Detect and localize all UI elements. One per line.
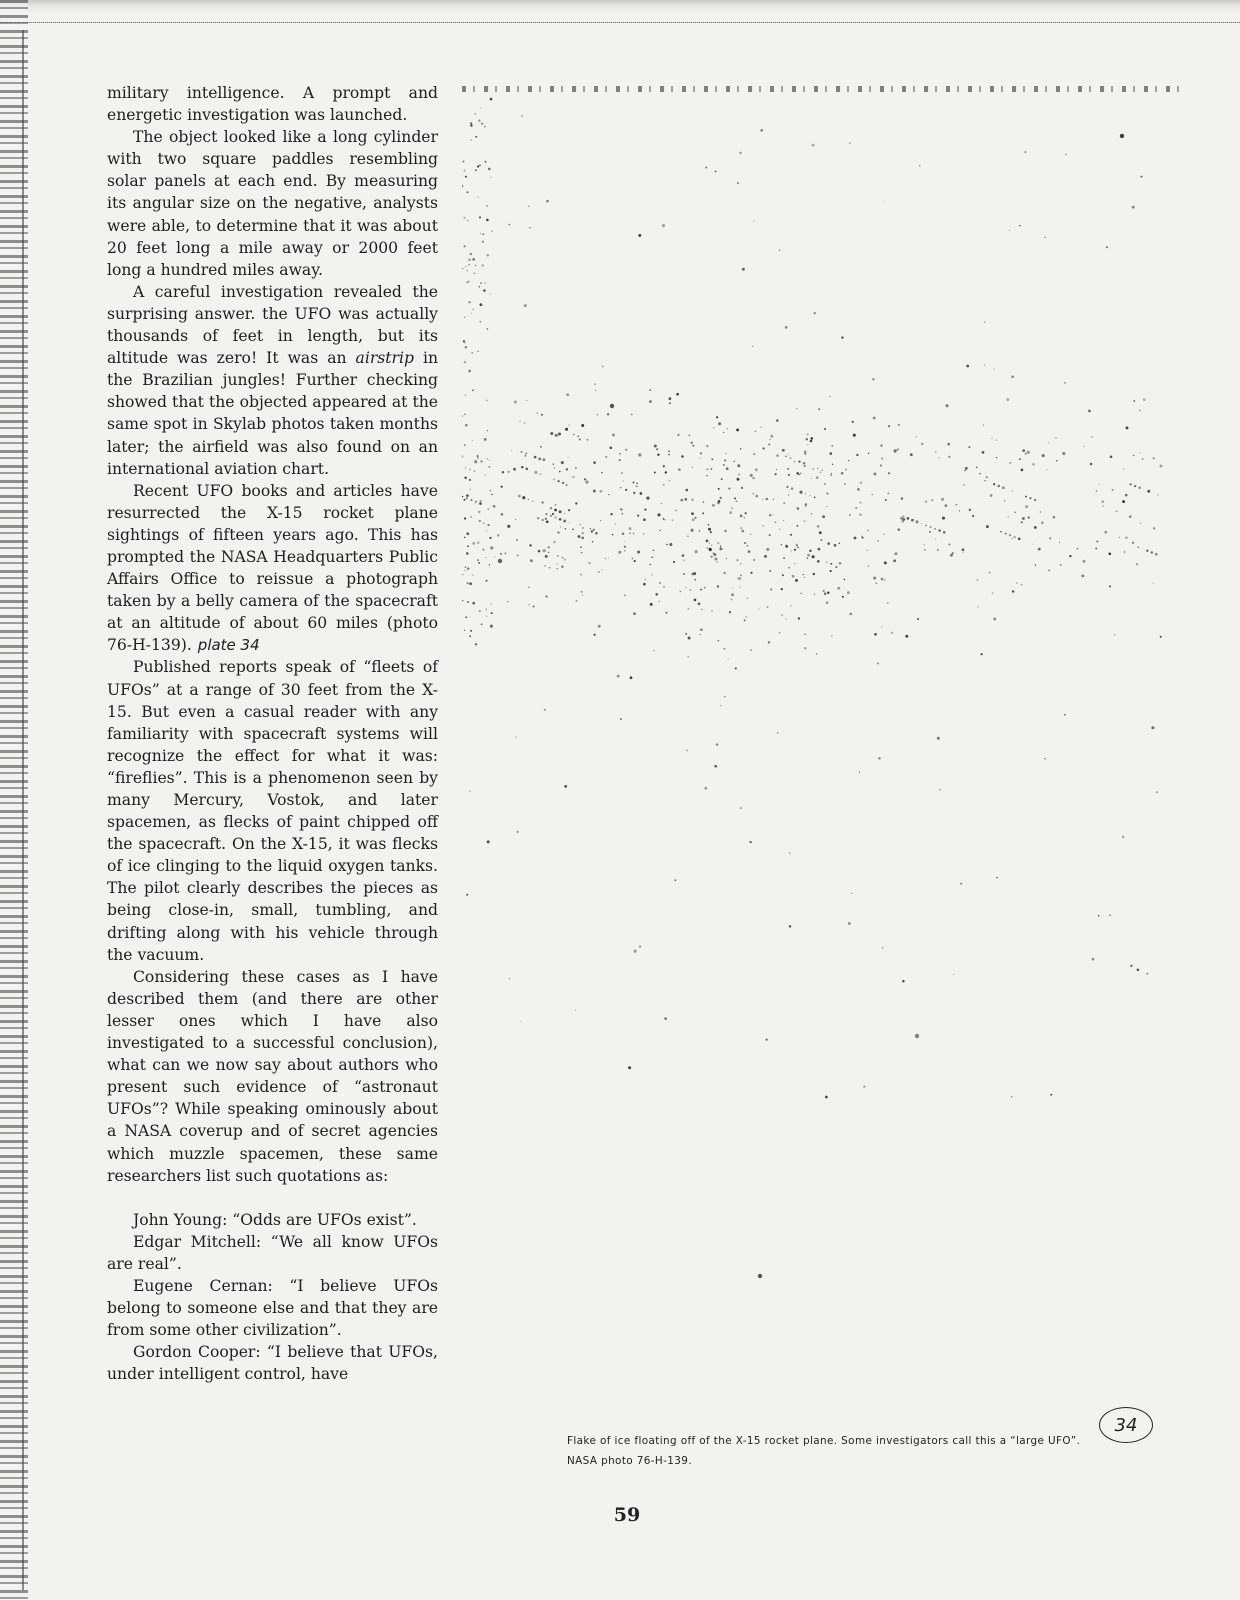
paragraph: military intelligence. A prompt and energetic investigation was launched. <box>107 84 438 125</box>
text-column <box>107 82 438 1385</box>
paragraph: Considering these cases as I have described them (and there are other lesser ones which I have also investigated to a successful conclusion), what can we now say about authors who present such evidence of “astronaut UFOs”? While speaking ominously about a NASA coverup and of secret agencies which muzzle spacemen, these same researchers list such quotations as: <box>107 967 438 1185</box>
paragraph <box>107 480 438 657</box>
paragraph: Published reports speak of “fleets of UFOs” at a range of 30 feet from the X-15. But even a casual reader with any familiarity with spacecraft systems will recognize the effect for what it was: “fireflies”. This is a phenomenon seen by many Mercury, Vostok, and later spacemen, as flecks of paint chipped off the spacecraft. On the X-15, it was flecks of ice clinging to the liquid oxygen tanks. The pilot clearly describes the pieces as being close-in, small, tumbling, and drifting along with his vehicle through the vacuum. <box>107 658 438 964</box>
paragraph-text: in the Brazilian jungles! Further checking showed that the objected appeared at the same spot in Skylab photos taken months later; the airfield was also found on an international aviation chart. <box>107 349 438 478</box>
photo-caption: Flake of ice floating off of the X-15 rocket plane. Some investigators call this a “large UFO”. NASA photo 76-H-139. <box>567 1435 1081 1467</box>
paragraph-text: Recent UFO books and articles have resurrected the X-15 rocket plane sightings of fifteen years ago. This has prompted the NASA Headquarters Public Affairs Office to reissue a photograph taken by a belly camera of the spacecraft at an altitude of about 60 miles (photo 76-H-139). <box>107 481 438 655</box>
x15-photo <box>462 86 1180 1416</box>
plate-label: 34 <box>1099 1407 1153 1443</box>
quotation: John Young: “Odds are UFOs exist”. <box>133 1210 417 1229</box>
page-number: 59 <box>613 1504 641 1526</box>
paragraph: The object looked like a long cylinder with two square paddles resembling solar panels at each end. By measuring its angular size on the negative, analysts were able, to determine that it was about 20 feet long a mile away or 2000 feet long a hundred miles away. <box>107 128 438 279</box>
quotation: Eugene Cernan: “I believe UFOs belong to someone else and that they are from some other civilization”. <box>107 1276 438 1340</box>
scan-left-edge-line <box>22 30 24 1590</box>
paragraph <box>107 281 438 480</box>
paragraph-text: A careful investigation revealed the surprising answer. the UFO was actually thousands of feet in length, but its altitude was zero! It was an <box>107 282 438 368</box>
quotation: Edgar Mitchell: “We all know UFOs are real”. <box>107 1232 438 1273</box>
quotation: Gordon Cooper: “I believe that UFOs, under intelligent control, have <box>107 1343 438 1384</box>
italic-term: airstrip <box>355 349 414 368</box>
scan-top-edge <box>0 0 1240 23</box>
handwritten-note: plate 34 <box>197 636 260 655</box>
photo-speckle <box>462 86 1180 1416</box>
